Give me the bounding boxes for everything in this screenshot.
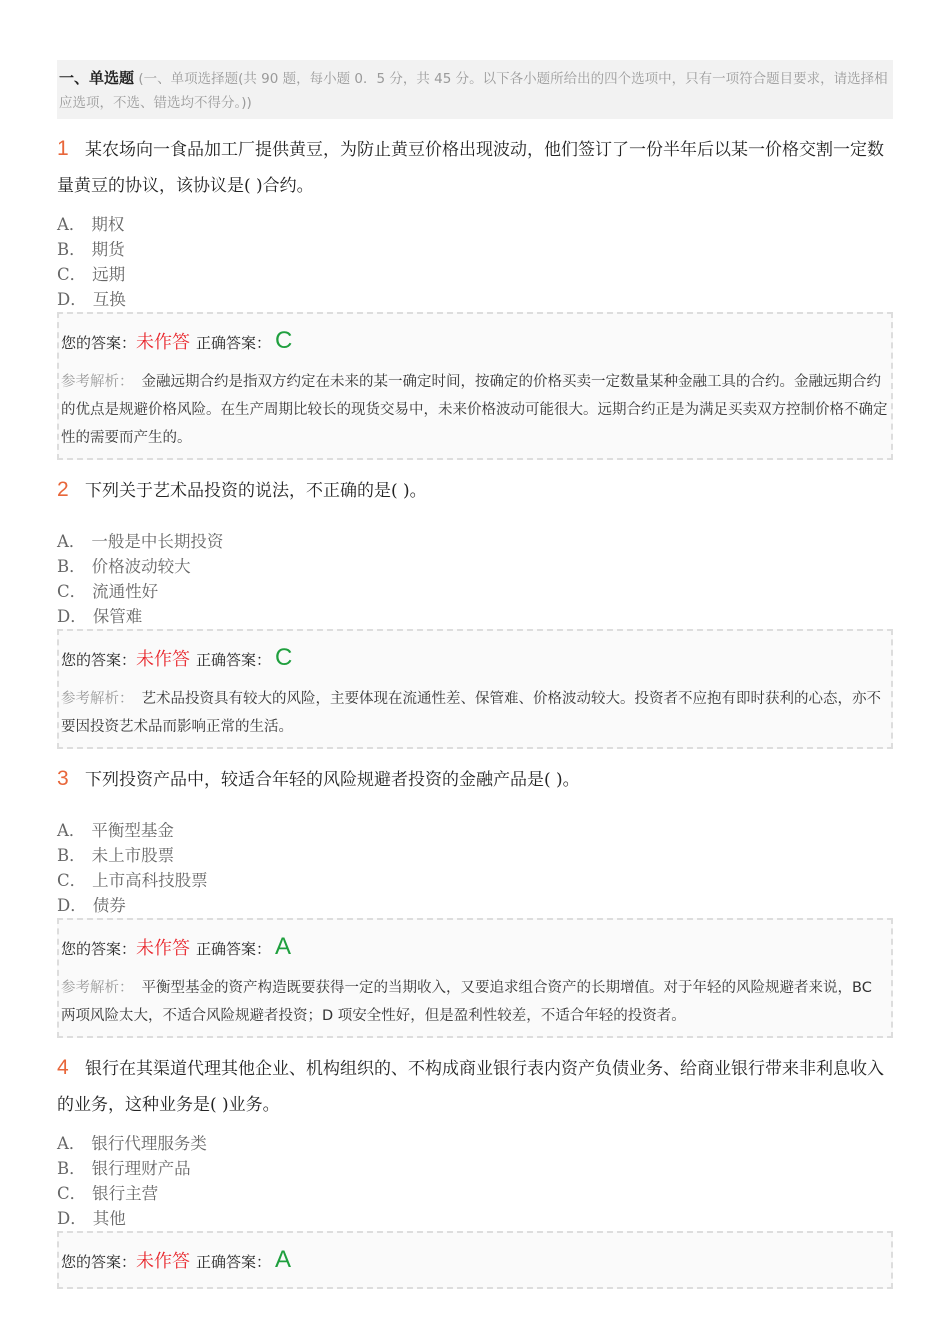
- your-answer-label: 您的答案：: [61, 334, 137, 352]
- question-number: 4: [57, 1056, 69, 1079]
- your-answer-label: 您的答案：: [61, 651, 137, 669]
- option-key: A．: [57, 1134, 86, 1153]
- option-text: 债券: [92, 896, 126, 915]
- option-text: 期货: [91, 240, 125, 259]
- explanation-label: 参考解析：: [61, 691, 134, 707]
- option-d[interactable]: [57, 1206, 893, 1231]
- correct-answer-label: 正确答案：: [196, 1253, 272, 1271]
- option-d[interactable]: [57, 287, 893, 312]
- correct-answer-value: C: [275, 327, 293, 354]
- question-3: [57, 761, 893, 1038]
- your-answer-value: 未作答: [136, 332, 191, 353]
- exam-page: [57, 60, 893, 1289]
- option-key: C．: [57, 871, 87, 890]
- your-answer-value: 未作答: [136, 649, 191, 670]
- option-text: 未上市股票: [91, 846, 175, 865]
- option-text: 银行理财产品: [91, 1159, 191, 1178]
- option-key: B．: [57, 846, 86, 865]
- question-number: 3: [57, 767, 69, 790]
- option-list: [57, 1131, 893, 1231]
- correct-answer-value: A: [275, 1246, 292, 1273]
- question-stem: [57, 1050, 893, 1123]
- option-c[interactable]: [57, 579, 893, 604]
- section-title: 一、单选题: [59, 69, 135, 87]
- correct-answer-label: 正确答案：: [196, 940, 272, 958]
- option-text: 银行代理服务类: [91, 1134, 207, 1153]
- option-a[interactable]: [57, 529, 893, 554]
- question-1: [57, 131, 893, 460]
- explanation-text: 金融远期合约是指双方约定在未来的某一确定时间，按确定的价格买卖一定数量某种金融工具的合约。金融远期合约的优点是规避价格风险。在生产周期比较长的现货交易中，未来价格波动可能很大。远期合约正是为满足买卖双方控制价格不确定性的需要而产生的。: [61, 374, 888, 446]
- answer-line: [61, 1233, 889, 1287]
- your-answer-label: 您的答案：: [61, 940, 137, 958]
- explanation: [61, 368, 889, 458]
- option-text: 平衡型基金: [91, 821, 174, 840]
- section-header: [57, 60, 893, 119]
- option-c[interactable]: [57, 868, 893, 893]
- option-text: 远期: [92, 265, 126, 284]
- option-key: D．: [57, 896, 87, 915]
- question-stem: [57, 472, 893, 509]
- explanation: [61, 974, 889, 1036]
- option-key: A．: [57, 215, 86, 234]
- option-a[interactable]: [57, 212, 893, 237]
- option-key: C．: [57, 265, 87, 284]
- question-number: 1: [57, 137, 69, 160]
- option-key: A．: [57, 532, 86, 551]
- option-text: 互换: [92, 290, 126, 309]
- option-key: A．: [57, 821, 86, 840]
- option-a[interactable]: [57, 1131, 893, 1156]
- correct-answer-value: A: [275, 933, 292, 960]
- correct-answer-label: 正确答案：: [196, 334, 272, 352]
- option-text: 上市高科技股票: [92, 871, 208, 890]
- option-text: 一般是中长期投资: [91, 532, 224, 551]
- option-d[interactable]: [57, 604, 893, 629]
- answer-box: [57, 918, 893, 1038]
- question-number: 2: [57, 478, 69, 501]
- answer-line: [61, 314, 889, 368]
- option-key: D．: [57, 1209, 87, 1228]
- question-2: [57, 472, 893, 749]
- section-description: (一、单项选择题(共 90 题，每小题 0．5 分，共 45 分。以下各小题所给出的四个选项中，只有一项符合题目要求，请选择相应选项，不选、错选均不得分。)): [59, 71, 888, 111]
- option-c[interactable]: [57, 262, 893, 287]
- option-key: B．: [57, 240, 86, 259]
- explanation-text: 艺术品投资具有较大的风险，主要体现在流通性差、保管难、价格波动较大。投资者不应抱有即时获利的心态，亦不要因投资艺术品而影响正常的生活。: [61, 691, 881, 735]
- option-list: [57, 818, 893, 918]
- option-key: B．: [57, 557, 86, 576]
- your-answer-label: 您的答案：: [61, 1253, 137, 1271]
- option-d[interactable]: [57, 893, 893, 918]
- your-answer-value: 未作答: [136, 938, 191, 959]
- answer-box: [57, 312, 893, 460]
- question-text: 某农场向一食品加工厂提供黄豆，为防止黄豆价格出现波动，他们签订了一份半年后以某一价格交割一定数量黄豆的协议，该协议是( )合约。: [57, 140, 884, 196]
- explanation-label: 参考解析：: [61, 980, 134, 996]
- option-text: 价格波动较大: [91, 557, 191, 576]
- question-text: 下列关于艺术品投资的说法，不正确的是( )。: [85, 481, 427, 501]
- option-key: C．: [57, 1184, 87, 1203]
- answer-line: [61, 631, 889, 685]
- option-list: [57, 529, 893, 629]
- option-text: 流通性好: [92, 582, 159, 601]
- answer-line: [61, 920, 889, 974]
- option-list: [57, 212, 893, 312]
- option-key: C．: [57, 582, 87, 601]
- option-b[interactable]: [57, 554, 893, 579]
- explanation-label: 参考解析：: [61, 374, 134, 390]
- your-answer-value: 未作答: [136, 1251, 191, 1272]
- correct-answer-value: C: [275, 644, 293, 671]
- option-text: 期权: [91, 215, 125, 234]
- answer-box: [57, 1231, 893, 1289]
- option-c[interactable]: [57, 1181, 893, 1206]
- question-stem: [57, 761, 893, 798]
- option-key: B．: [57, 1159, 86, 1178]
- option-a[interactable]: [57, 818, 893, 843]
- question-text: 下列投资产品中，较适合年轻的风险规避者投资的金融产品是( )。: [85, 770, 580, 790]
- answer-box: [57, 629, 893, 749]
- option-b[interactable]: [57, 843, 893, 868]
- option-b[interactable]: [57, 1156, 893, 1181]
- option-key: D．: [57, 607, 87, 626]
- question-4: [57, 1050, 893, 1289]
- option-b[interactable]: [57, 237, 893, 262]
- option-text: 其他: [92, 1209, 126, 1228]
- option-key: D．: [57, 290, 87, 309]
- option-text: 保管难: [92, 607, 143, 626]
- explanation: [61, 685, 889, 747]
- question-text: 银行在其渠道代理其他企业、机构组织的、不构成商业银行表内资产负债业务、给商业银行带来非利息收入的业务，这种业务是( )业务。: [57, 1059, 884, 1115]
- option-text: 银行主营: [92, 1184, 159, 1203]
- correct-answer-label: 正确答案：: [196, 651, 272, 669]
- question-stem: [57, 131, 893, 204]
- explanation-text: 平衡型基金的资产构造既要获得一定的当期收入，又要追求组合资产的长期增值。对于年轻的风险规避者来说，BC 两项风险太大，不适合风险规避者投资；D 项安全性好，但是盈利性较差，不适合年轻的投资者。: [61, 980, 872, 1024]
